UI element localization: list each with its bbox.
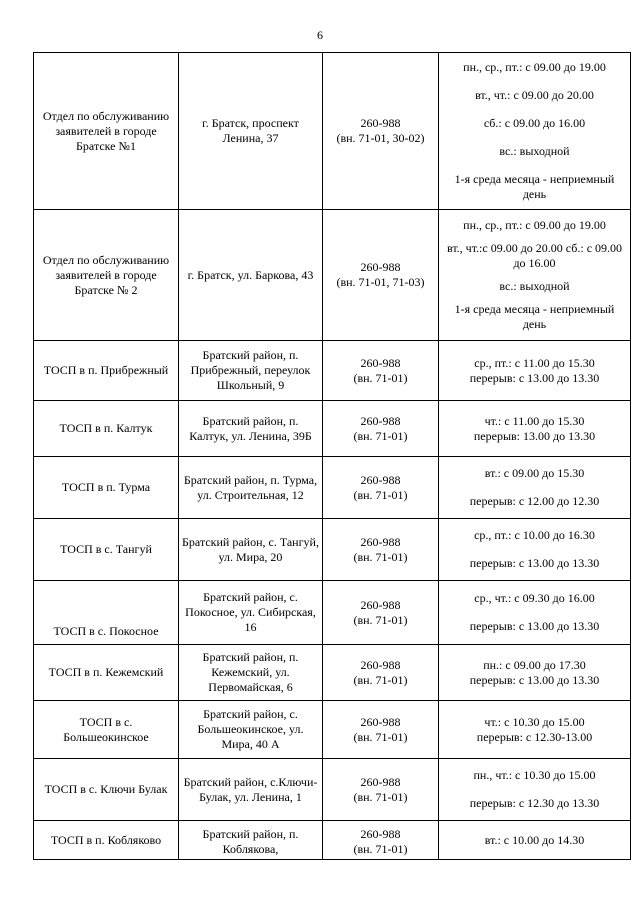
table-row [34,645,631,701]
office-address: Братский район, с.Ключи-Булак, ул. Ленина, 1 [179,759,323,821]
hours-line: чт.: с 10.30 до 15.00 [484,714,585,729]
hours-line: чт.: с 11.00 до 15.30 [484,413,585,428]
phone-extension: (вн. 71-01) [353,612,408,627]
office-name: Отдел по обслуживанию заявителей в городе Братске № 2 [34,210,179,341]
hours-line: перерыв: с 13.00 до 13.30 [469,672,600,687]
hours-line: вс.: выходной [499,144,570,158]
hours-line: ср., пт.: с 11.00 до 15.30 [474,355,595,370]
office-name: ТОСП в с. Тангуй [34,519,179,581]
phone-extension: (вн. 71-01) [353,672,408,687]
offices-table [33,52,631,860]
hours-line: перерыв: с 13.00 до 13.30 [469,556,600,570]
office-name: Отдел по обслуживанию заявителей в городе Братске №1 [34,53,179,210]
hours-line: ср., чт.: с 09.30 до 16.00 [474,591,595,605]
office-name: ТОСП в п. Калтук [34,401,179,457]
phone-extension: (вн. 71-01) [353,789,408,804]
phone-extension: (вн. 71-01) [353,842,408,856]
table-row [34,210,631,341]
office-phone [323,701,439,759]
office-name: ТОСП в п. Кежемский [34,645,179,701]
office-hours [439,821,631,860]
office-name: ТОСП в п. Турма [34,457,179,519]
table-row [34,519,631,581]
office-name: ТОСП в с. Ключи Булак [34,759,179,821]
hours-line: перерыв: с 12.30-13.00 [476,729,593,744]
phone-number: 260-988 [360,714,401,729]
page-number: 6 [317,28,323,42]
hours-line: пн., ср., пт.: с 09.00 до 19.00 [463,218,606,232]
hours-line: перерыв: с 12.30 до 13.30 [469,796,600,810]
office-phone [323,53,439,210]
office-address: Братский район, п. Прибрежный, переулок Школьный, 9 [179,341,323,401]
phone-number: 260-988 [360,774,401,789]
hours-line: 1-я среда месяца - неприемный день [454,172,615,201]
phone-number: 260-988 [360,534,401,549]
office-phone [323,821,439,860]
office-name: ТОСП в с. Покосное [34,581,179,645]
office-address: Братский район, с. Большеокинское, ул. Мира, 40 А [179,701,323,759]
office-address: Братский район, п. Турма, ул. Строительная, 12 [179,457,323,519]
office-name: ТОСП в п. Кобляково [34,821,179,860]
hours-line: вт.: с 10.00 до 14.30 [484,832,585,847]
phone-number: 260-988 [360,355,401,370]
office-phone [323,457,439,519]
office-hours [439,210,631,341]
phone-extension: (вн. 71-01, 30-02) [336,131,425,145]
hours-line: перерыв: 13.00 до 13.30 [473,428,596,443]
office-address: Братский район, п. Калтук, ул. Ленина, 39Б [179,401,323,457]
phone-extension: (вн. 71-01) [353,428,408,443]
office-hours [439,645,631,701]
hours-line: вс.: выходной [499,279,570,293]
phone-number: 260-988 [360,260,401,274]
phone-extension: (вн. 71-01) [353,549,408,564]
table-row [34,759,631,821]
office-hours [439,341,631,401]
phone-number: 260-988 [360,472,401,487]
office-address: Братский район, с. Тангуй, ул. Мира, 20 [179,519,323,581]
office-address: г. Братск, ул. Баркова, 43 [179,210,323,341]
phone-extension: (вн. 71-01) [353,487,408,502]
hours-line: перерыв: с 12.00 до 12.30 [469,494,600,508]
table-row [34,401,631,457]
address-text: Братский район, п. Коблякова, [202,827,299,856]
table-row [34,821,631,860]
office-phone [323,759,439,821]
office-hours [439,401,631,457]
phone-extension: (вн. 71-01) [353,729,408,744]
office-hours [439,519,631,581]
office-phone [323,519,439,581]
hours-line: перерыв: с 13.00 до 13.30 [469,370,600,385]
office-phone [323,341,439,401]
hours-line: вт., чт.: с 09.00 до 20.00 [475,88,594,102]
table-row [34,457,631,519]
table-row [34,53,631,210]
office-hours [439,457,631,519]
hours-line: перерыв: с 13.00 до 13.30 [469,619,600,633]
office-address: Братский район, с. Покосное, ул. Сибирская, 16 [179,581,323,645]
table-row [34,581,631,645]
office-name: ТОСП в с. Большеокинское [34,701,179,759]
hours-line: пн.: с 09.00 до 17.30 [483,657,586,672]
phone-number: 260-988 [360,827,401,841]
hours-line: пн., ср., пт.: с 09.00 до 19.00 [463,60,606,74]
phone-extension: (вн. 71-01) [353,370,408,385]
hours-line: 1-я среда месяца - неприемный день [454,302,615,331]
office-hours [439,701,631,759]
office-hours [439,53,631,210]
table-row [34,701,631,759]
table-row [34,341,631,401]
phone-extension: (вн. 71-01, 71-03) [336,275,425,289]
office-name: ТОСП в п. Прибрежный [34,341,179,401]
office-hours [439,581,631,645]
office-address: г. Братск, проспект Ленина, 37 [179,53,323,210]
phone-number: 260-988 [360,116,401,130]
phone-number: 260-988 [360,597,401,612]
office-phone [323,581,439,645]
office-address: Братский район, п. Кежемский, ул. Первомайская, 6 [179,645,323,701]
hours-line: вт., чт.:с 09.00 до 20.00 сб.: с 09.00 до 16.00 [446,241,623,270]
hours-line: ср., пт.: с 10.00 до 16.30 [474,528,595,542]
office-phone [323,210,439,341]
office-phone [323,401,439,457]
hours-line: пн., чт.: с 10.30 до 15.00 [473,768,596,782]
office-address [179,821,323,860]
hours-line: сб.: с 09.00 до 16.00 [483,116,586,130]
office-phone [323,645,439,701]
office-hours [439,759,631,821]
hours-line: вт.: с 09.00 до 15.30 [484,466,585,480]
phone-number: 260-988 [360,413,401,428]
phone-number: 260-988 [360,657,401,672]
